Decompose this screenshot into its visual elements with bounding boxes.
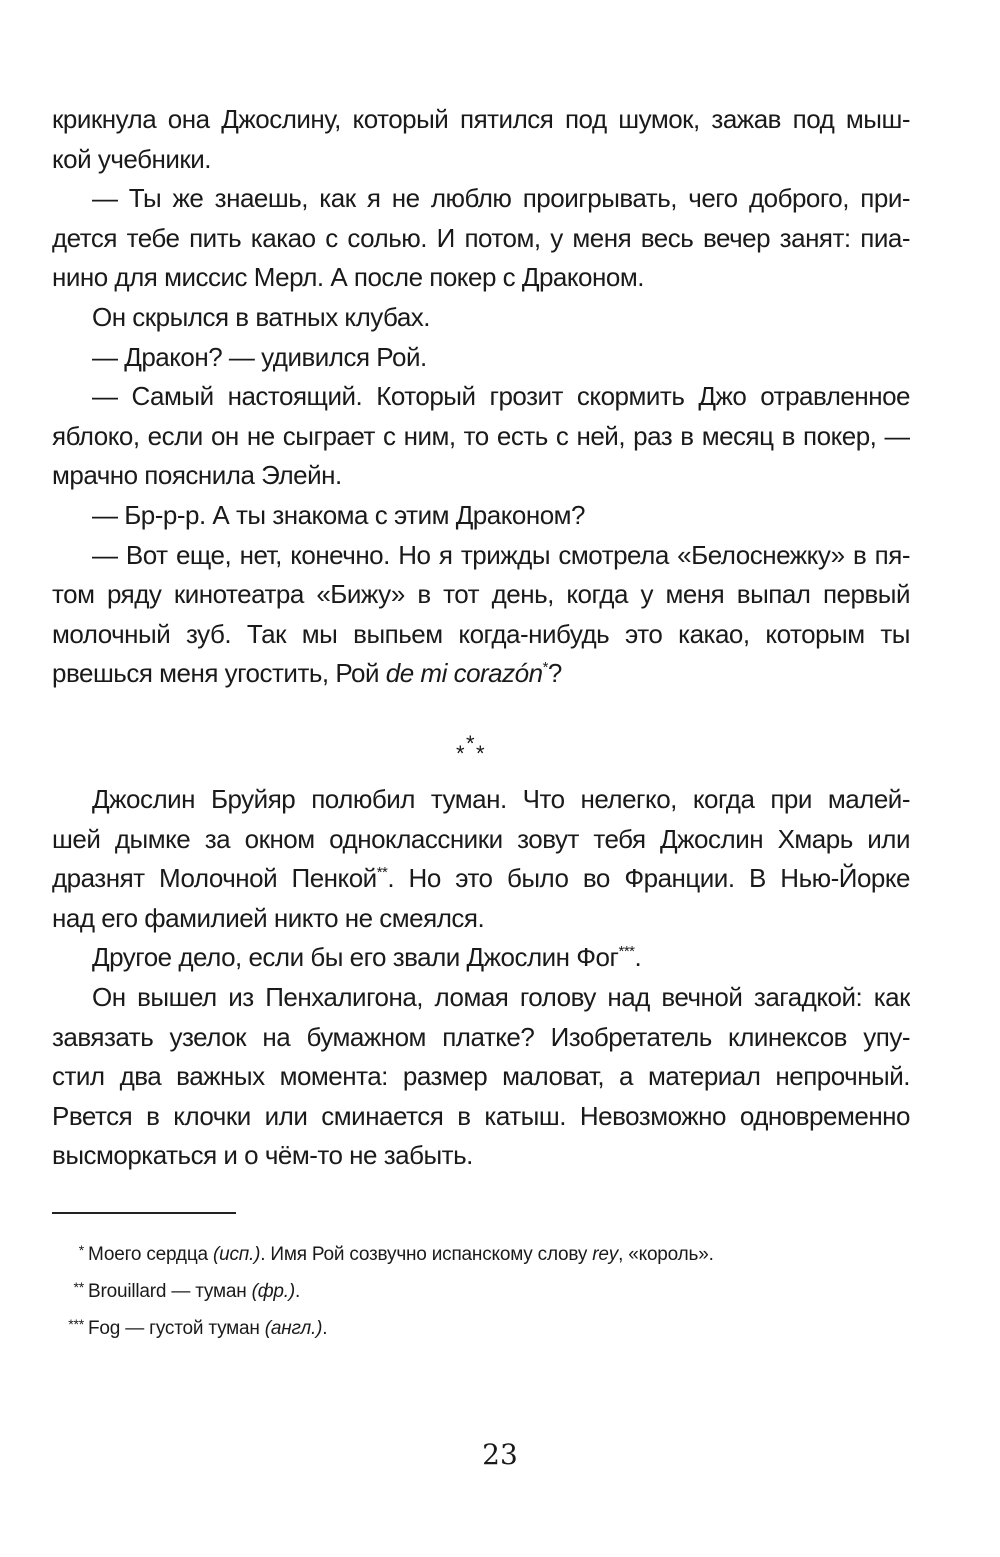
text-line: яблоко, если он не сыграет с ним, то есть с ней, раз в месяц в покер, —: [52, 420, 910, 451]
text-line: [52, 859, 910, 899]
text-line: том ряду кинотеатра «Бижу» в тот день, когда у меня выпал первый: [52, 579, 910, 610]
text-line: — Бр-р-р. А ты знакома с этим Драконом?: [92, 499, 585, 530]
text-line: кой учебники.: [52, 143, 211, 174]
text-line: — Вот еще, нет, конечно. Но я трижды смотрела «Белоснежку» в пя-: [92, 539, 910, 570]
text-line: над его фамилией никто не смеялся.: [52, 902, 485, 933]
footnote: [78, 1236, 888, 1273]
main-text-part1: [52, 100, 910, 694]
italic-phrase: (исп.): [212, 1244, 261, 1265]
text-line: — Ты же знаешь, как я не люблю проигрывать, чего доброго, при-: [92, 183, 910, 214]
asterism-star: *: [476, 741, 485, 766]
footnote-mark: *: [78, 1242, 84, 1258]
italic-phrase: (англ.): [264, 1318, 323, 1339]
footnote: [73, 1273, 888, 1310]
text-fragment: Моего сердца: [88, 1244, 213, 1265]
text-fragment: . Имя Рой созвучно испанскому слову: [260, 1244, 593, 1265]
italic-phrase: rey: [592, 1244, 619, 1265]
text-fragment: .: [322, 1318, 328, 1339]
footnote-separator: [52, 1212, 236, 1214]
italic-phrase: de mi corazón: [385, 658, 543, 689]
text-fragment: . Но это было во Франции. В Нью-Йорке: [387, 863, 910, 894]
footnote-ref: *: [542, 659, 548, 677]
footnote: [68, 1310, 888, 1347]
asterism-star: *: [456, 741, 465, 766]
main-text-part2: [52, 780, 910, 1176]
text-fragment: Fog — густой туман: [88, 1318, 265, 1339]
text-line: завязать узелок на бумажном платке? Изобретатель клинексов упу-: [52, 1021, 910, 1052]
text-fragment: рвешься меня угостить, Рой: [52, 658, 386, 689]
text-line: шей дымке за окном одноклассники зовут тебя Джослин Хмарь или: [52, 823, 910, 854]
text-line: Он вышел из Пенхалигона, ломая голову над вечной загадкой: как: [92, 981, 910, 1012]
text-line: дется тебе пить какао с солью. И потом, у меня весь вечер занят: пиа-: [52, 222, 910, 253]
text-line: стил два важных момента: размер маловат, а материал непрочный.: [52, 1061, 910, 1092]
text-line: нино для миссис Мерл. А после покер с Драконом.: [52, 262, 644, 293]
text-line: — Самый настоящий. Который грозит скормить Джо отравленное: [92, 381, 910, 412]
asterism-star: *: [466, 731, 475, 756]
page-number: 23: [482, 1438, 518, 1471]
text-line: Рвется в клочки или сминается в катыш. Невозможно одновременно: [52, 1100, 910, 1131]
text-fragment: Brouillard — туман: [88, 1281, 252, 1302]
text-fragment: дразнят Молочной Пенкой: [52, 863, 377, 894]
text-fragment: .: [295, 1281, 301, 1302]
footnote-mark: ***: [68, 1316, 84, 1332]
footnotes: [68, 1236, 888, 1347]
text-fragment: Другое дело, если бы его звали Джослин Фог: [92, 942, 619, 973]
text-line: крикнула она Джослину, который пятился под шумок, зажав под мыш-: [52, 104, 910, 134]
italic-phrase: (фр.): [251, 1281, 295, 1302]
footnote-ref: ***: [618, 943, 635, 961]
text-line: [52, 938, 910, 978]
footnote-ref: **: [376, 864, 388, 882]
text-line: высморкаться и о чём-то не забыть.: [52, 1140, 473, 1171]
footnote-mark: **: [73, 1279, 84, 1295]
text-line: — Дракон? — удивился Рой.: [92, 341, 427, 372]
text-line: мрачно пояснила Элейн.: [52, 460, 342, 491]
text-line: Джослин Бруйяр полюбил туман. Что нелегко, когда при малей-: [92, 784, 910, 814]
text-line: Он скрылся в ватных клубах.: [92, 301, 431, 332]
text-fragment: ?: [547, 658, 562, 689]
text-line: молочный зуб. Так мы выпьем когда-нибудь это какао, которым ты: [52, 618, 910, 649]
text-fragment: .: [634, 942, 642, 973]
section-break-asterism: [440, 733, 500, 773]
text-line: [52, 654, 910, 694]
text-fragment: , «король».: [618, 1244, 714, 1265]
